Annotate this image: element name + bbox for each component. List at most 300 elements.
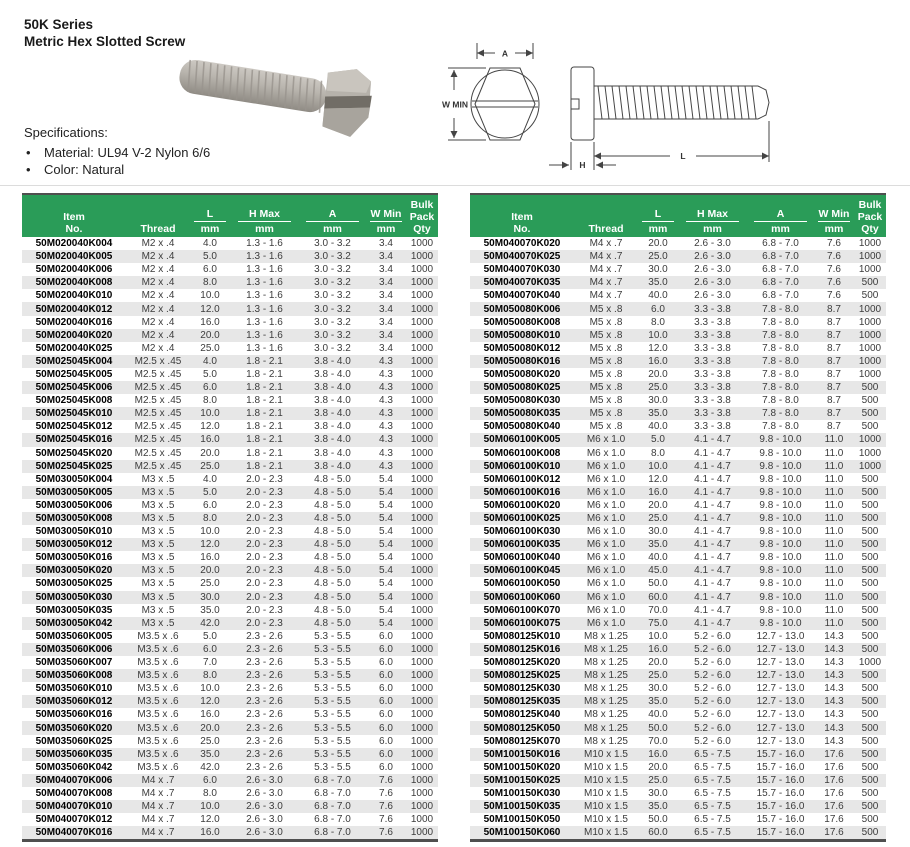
- col-header-w-min: W Min mm: [366, 194, 406, 237]
- cell-pack-qty: 1000: [858, 329, 882, 341]
- cell-item-no: 50M025045K010: [35, 408, 113, 420]
- table-row: [22, 695, 438, 708]
- cell-item-no: 50M035060K006: [35, 643, 113, 655]
- cell-item-no: 50M050080K040: [483, 421, 561, 433]
- cell-w-min: 5.4: [379, 486, 393, 498]
- col-header-l: L mm: [638, 194, 678, 237]
- cell-a-width: 15.7 - 16.0: [756, 787, 805, 799]
- cell-thread: M5 x .8: [589, 303, 623, 315]
- cell-w-min: 11.0: [824, 513, 844, 525]
- cell-a-width: 9.8 - 10.0: [759, 473, 802, 485]
- cell-item-no: 50M080125K016: [483, 643, 561, 655]
- cell-item-no: 50M030050K004: [35, 473, 113, 485]
- cell-h-max: 2.6 - 3.0: [694, 277, 731, 289]
- cell-length-l: 40.0: [648, 290, 668, 302]
- cell-h-max: 6.5 - 7.5: [694, 774, 731, 786]
- table-row: [22, 394, 438, 407]
- cell-a-width: 4.8 - 5.0: [314, 539, 351, 551]
- cell-item-no: 50M030050K012: [35, 539, 113, 551]
- cell-w-min: 6.0: [379, 735, 393, 747]
- cell-length-l: 35.0: [200, 748, 220, 760]
- cell-length-l: 8.0: [203, 670, 217, 682]
- cell-thread: M2 x .4: [141, 238, 175, 250]
- cell-a-width: 3.0 - 3.2: [314, 290, 351, 302]
- cell-a-width: 9.8 - 10.0: [759, 447, 802, 459]
- cell-thread: M8 x 1.25: [584, 670, 628, 682]
- cell-item-no: 50M030050K005: [35, 486, 113, 498]
- cell-pack-qty: 500: [861, 630, 879, 642]
- cell-a-width: 5.3 - 5.5: [314, 735, 351, 747]
- cell-length-l: 12.0: [648, 473, 668, 485]
- cell-item-no: 50M080125K020: [483, 657, 561, 669]
- cell-length-l: 10.0: [200, 801, 220, 813]
- cell-item-no: 50M080125K035: [483, 696, 561, 708]
- cell-item-no: 50M035060K008: [35, 670, 113, 682]
- table-row: [470, 289, 886, 302]
- cell-pack-qty: 500: [861, 382, 879, 394]
- cell-pack-qty: 1000: [410, 434, 434, 446]
- cell-thread: M6 x 1.0: [586, 434, 626, 446]
- table-row: [22, 748, 438, 761]
- cell-thread: M8 x 1.25: [584, 630, 628, 642]
- cell-w-min: 5.4: [379, 604, 393, 616]
- cell-thread: M2 x .4: [141, 251, 175, 263]
- cell-w-min: 3.4: [379, 251, 393, 263]
- table-row: [22, 512, 438, 525]
- cell-w-min: 11.0: [824, 617, 844, 629]
- cell-h-max: 4.1 - 4.7: [694, 447, 731, 459]
- col-header-h-max: H Max mm: [230, 194, 299, 237]
- cell-h-max: 2.3 - 2.6: [246, 709, 283, 721]
- cell-a-width: 12.7 - 13.0: [756, 683, 805, 695]
- table-row: [22, 826, 438, 841]
- cell-item-no: 50M040070K008: [35, 787, 113, 799]
- cell-a-width: 7.8 - 8.0: [762, 395, 799, 407]
- hex-head-outline: [475, 68, 535, 140]
- cell-w-min: 17.6: [824, 801, 844, 813]
- cell-a-width: 9.8 - 10.0: [759, 499, 802, 511]
- col-header-a: A mm: [747, 194, 814, 237]
- cell-h-max: 4.1 - 4.7: [694, 565, 731, 577]
- cell-item-no: 50M020040K008: [35, 277, 113, 289]
- cell-length-l: 60.0: [648, 827, 668, 839]
- cell-length-l: 4.0: [203, 238, 217, 250]
- cell-w-min: 11.0: [824, 447, 844, 459]
- cell-thread: M3 x .5: [141, 526, 175, 538]
- cell-h-max: 2.6 - 3.0: [246, 827, 283, 839]
- cell-h-max: 6.5 - 7.5: [694, 748, 731, 760]
- table-row: [22, 276, 438, 289]
- cell-a-width: 9.8 - 10.0: [759, 578, 802, 590]
- cell-a-width: 7.8 - 8.0: [762, 408, 799, 420]
- cell-pack-qty: 500: [861, 761, 879, 773]
- cell-item-no: 50M060100K005: [483, 434, 561, 446]
- cell-w-min: 6.0: [379, 761, 393, 773]
- cell-h-max: 2.3 - 2.6: [246, 630, 283, 642]
- cell-w-min: 3.4: [379, 264, 393, 276]
- table-row: [22, 525, 438, 538]
- cell-length-l: 25.0: [648, 513, 668, 525]
- cell-h-max: 3.3 - 3.8: [694, 382, 731, 394]
- cell-h-max: 1.8 - 2.1: [246, 447, 283, 459]
- cell-pack-qty: 1000: [410, 355, 434, 367]
- cell-item-no: 50M060100K070: [483, 604, 561, 616]
- screw-tip: [758, 86, 769, 119]
- cell-h-max: 3.3 - 3.8: [694, 342, 731, 354]
- cell-pack-qty: 1000: [410, 421, 434, 433]
- cell-h-max: 2.0 - 2.3: [246, 486, 283, 498]
- cell-pack-qty: 1000: [410, 552, 434, 564]
- cell-pack-qty: 1000: [858, 368, 882, 380]
- table-row: [470, 564, 886, 577]
- dimension-diagram: [438, 28, 898, 190]
- cell-item-no: 50M080125K030: [483, 683, 561, 695]
- cell-length-l: 25.0: [648, 670, 668, 682]
- cell-a-width: 3.8 - 4.0: [314, 382, 351, 394]
- cell-length-l: 20.0: [648, 657, 668, 669]
- table-row: [22, 735, 438, 748]
- cell-a-width: 9.8 - 10.0: [759, 526, 802, 538]
- cell-thread: M2.5 x .45: [134, 382, 182, 394]
- cell-thread: M4 x .7: [141, 814, 175, 826]
- cell-pack-qty: 1000: [410, 748, 434, 760]
- cell-w-min: 7.6: [379, 801, 393, 813]
- cell-h-max: 2.6 - 3.0: [694, 290, 731, 302]
- table-row: [470, 669, 886, 682]
- cell-pack-qty: 1000: [858, 264, 882, 276]
- cell-h-max: 2.6 - 3.0: [246, 774, 283, 786]
- cell-length-l: 35.0: [200, 604, 220, 616]
- cell-a-width: 7.8 - 8.0: [762, 368, 799, 380]
- cell-length-l: 10.0: [200, 526, 220, 538]
- cell-length-l: 50.0: [648, 814, 668, 826]
- col-header-qty: Bulk Pack Qty: [854, 194, 886, 237]
- cell-a-width: 12.7 - 13.0: [756, 657, 805, 669]
- cell-item-no: 50M060100K008: [483, 447, 561, 459]
- cell-a-width: 7.8 - 8.0: [762, 342, 799, 354]
- cell-thread: M6 x 1.0: [586, 486, 626, 498]
- dim-label-a: A: [501, 48, 509, 59]
- cell-item-no: 50M030050K030: [35, 591, 113, 603]
- cell-item-no: 50M040070K012: [35, 814, 113, 826]
- cell-length-l: 7.0: [203, 657, 217, 669]
- table-row: [22, 250, 438, 263]
- cell-pack-qty: 1000: [858, 251, 882, 263]
- cell-item-no: 50M100150K050: [483, 814, 561, 826]
- table-row: [22, 577, 438, 590]
- table-row: [22, 761, 438, 774]
- cell-w-min: 5.4: [379, 473, 393, 485]
- cell-thread: M6 x 1.0: [586, 578, 626, 590]
- cell-item-no: 50M100150K030: [483, 787, 561, 799]
- cell-w-min: 4.3: [379, 355, 393, 367]
- cell-pack-qty: 500: [861, 552, 879, 564]
- cell-item-no: 50M025045K016: [35, 434, 113, 446]
- table-row: [22, 551, 438, 564]
- cell-w-min: 3.4: [379, 277, 393, 289]
- cell-length-l: 12.0: [200, 303, 220, 315]
- cell-a-width: 6.8 - 7.0: [314, 801, 351, 813]
- cell-a-width: 9.8 - 10.0: [759, 460, 802, 472]
- cell-pack-qty: 500: [861, 748, 879, 760]
- cell-thread: M10 x 1.5: [584, 801, 628, 813]
- cell-item-no: 50M100150K035: [483, 801, 561, 813]
- cell-item-no: 50M050080K020: [483, 368, 561, 380]
- cell-h-max: 1.8 - 2.1: [246, 382, 283, 394]
- cell-pack-qty: 500: [861, 801, 879, 813]
- cell-h-max: 2.0 - 2.3: [246, 473, 283, 485]
- cell-length-l: 75.0: [648, 617, 668, 629]
- cell-item-no: 50M060100K025: [483, 513, 561, 525]
- cell-a-width: 5.3 - 5.5: [314, 709, 351, 721]
- cell-length-l: 30.0: [648, 787, 668, 799]
- cell-thread: M2 x .4: [141, 303, 175, 315]
- cell-w-min: 8.7: [827, 395, 841, 407]
- cell-h-max: 2.3 - 2.6: [246, 748, 283, 760]
- cell-pack-qty: 1000: [410, 565, 434, 577]
- cell-thread: M6 x 1.0: [586, 473, 626, 485]
- cell-thread: M3 x .5: [141, 552, 175, 564]
- cell-w-min: 6.0: [379, 722, 393, 734]
- cell-h-max: 1.8 - 2.1: [246, 395, 283, 407]
- cell-h-max: 4.1 - 4.7: [694, 552, 731, 564]
- cell-pack-qty: 1000: [410, 735, 434, 747]
- table-row: [470, 787, 886, 800]
- cell-length-l: 10.0: [648, 329, 668, 341]
- cell-h-max: 4.1 - 4.7: [694, 617, 731, 629]
- cell-length-l: 8.0: [651, 316, 665, 328]
- table-row: [470, 800, 886, 813]
- cell-a-width: 4.8 - 5.0: [314, 513, 351, 525]
- cell-thread: M3 x .5: [141, 513, 175, 525]
- cell-h-max: 2.3 - 2.6: [246, 761, 283, 773]
- cell-pack-qty: 500: [861, 670, 879, 682]
- cell-a-width: 12.7 - 13.0: [756, 630, 805, 642]
- cell-item-no: 50M025045K020: [35, 447, 113, 459]
- cell-pack-qty: 500: [861, 526, 879, 538]
- cell-a-width: 12.7 - 13.0: [756, 722, 805, 734]
- cell-item-no: 50M020040K005: [35, 251, 113, 263]
- cell-item-no: 50M060100K020: [483, 499, 561, 511]
- table-row: [470, 433, 886, 446]
- cell-w-min: 4.3: [379, 368, 393, 380]
- cell-a-width: 6.8 - 7.0: [314, 787, 351, 799]
- cell-item-no: 50M030050K025: [35, 578, 113, 590]
- table-row: [22, 263, 438, 276]
- cell-h-max: 6.5 - 7.5: [694, 761, 731, 773]
- cell-a-width: 9.8 - 10.0: [759, 539, 802, 551]
- cell-item-no: 50M050080K025: [483, 382, 561, 394]
- cell-a-width: 15.7 - 16.0: [756, 814, 805, 826]
- cell-thread: M10 x 1.5: [584, 827, 628, 839]
- table-row: [22, 682, 438, 695]
- cell-thread: M8 x 1.25: [584, 643, 628, 655]
- table-row: [22, 237, 438, 250]
- cell-h-max: 2.0 - 2.3: [246, 539, 283, 551]
- cell-h-max: 2.3 - 2.6: [246, 696, 283, 708]
- cell-item-no: 50M040070K016: [35, 827, 113, 839]
- cell-h-max: 3.3 - 3.8: [694, 368, 731, 380]
- cell-a-width: 4.8 - 5.0: [314, 617, 351, 629]
- cell-pack-qty: 1000: [410, 251, 434, 263]
- cell-thread: M6 x 1.0: [586, 617, 626, 629]
- cell-length-l: 25.0: [200, 342, 220, 354]
- cell-thread: M2.5 x .45: [134, 447, 182, 459]
- table-header-row: [470, 194, 886, 237]
- cell-length-l: 10.0: [200, 408, 220, 420]
- cell-thread: M3.5 x .6: [137, 735, 179, 747]
- cell-h-max: 3.3 - 3.8: [694, 421, 731, 433]
- cell-length-l: 10.0: [648, 630, 668, 642]
- cell-w-min: 11.0: [824, 552, 844, 564]
- table-row: [22, 368, 438, 381]
- cell-h-max: 4.1 - 4.7: [694, 513, 731, 525]
- table-row: [470, 591, 886, 604]
- cell-thread: M10 x 1.5: [584, 761, 628, 773]
- cell-pack-qty: 1000: [410, 513, 434, 525]
- cell-a-width: 3.8 - 4.0: [314, 368, 351, 380]
- cell-item-no: 50M020040K006: [35, 264, 113, 276]
- cell-h-max: 6.5 - 7.5: [694, 801, 731, 813]
- cell-thread: M8 x 1.25: [584, 683, 628, 695]
- cell-pack-qty: 1000: [858, 434, 882, 446]
- cell-w-min: 11.0: [824, 486, 844, 498]
- cell-h-max: 4.1 - 4.7: [694, 539, 731, 551]
- cell-pack-qty: 1000: [410, 539, 434, 551]
- cell-thread: M10 x 1.5: [584, 787, 628, 799]
- cell-item-no: 50M060100K016: [483, 486, 561, 498]
- table-row: [22, 433, 438, 446]
- cell-length-l: 6.0: [203, 264, 217, 276]
- cell-h-max: 5.2 - 6.0: [694, 683, 731, 695]
- cell-w-min: 4.3: [379, 460, 393, 472]
- cell-length-l: 16.0: [200, 434, 220, 446]
- head-side-outline: [571, 67, 594, 140]
- cell-length-l: 12.0: [200, 696, 220, 708]
- table-row: [22, 407, 438, 420]
- product-title: Metric Hex Slotted Screw: [24, 34, 186, 49]
- table-row: [470, 263, 886, 276]
- cell-a-width: 6.8 - 7.0: [762, 264, 799, 276]
- cell-thread: M2.5 x .45: [134, 355, 182, 367]
- table-row: [470, 394, 886, 407]
- dim-label-w-min: W MIN: [442, 99, 468, 110]
- table-row: [470, 774, 886, 787]
- cell-h-max: 1.3 - 1.6: [246, 342, 283, 354]
- cell-a-width: 15.7 - 16.0: [756, 761, 805, 773]
- cell-pack-qty: 1000: [410, 382, 434, 394]
- cell-pack-qty: 500: [861, 735, 879, 747]
- cell-length-l: 12.0: [200, 539, 220, 551]
- cell-thread: M2 x .4: [141, 342, 175, 354]
- cell-item-no: 50M030050K010: [35, 526, 113, 538]
- cell-thread: M3.5 x .6: [137, 761, 179, 773]
- cell-length-l: 5.0: [203, 368, 217, 380]
- cell-thread: M4 x .7: [141, 827, 175, 839]
- table-row: [470, 551, 886, 564]
- cell-h-max: 5.2 - 6.0: [694, 709, 731, 721]
- cell-thread: M5 x .8: [589, 316, 623, 328]
- table-row: [470, 302, 886, 315]
- cell-pack-qty: 1000: [410, 368, 434, 380]
- table-row: [22, 800, 438, 813]
- cell-length-l: 25.0: [200, 578, 220, 590]
- cell-pack-qty: 1000: [410, 761, 434, 773]
- cell-length-l: 50.0: [648, 722, 668, 734]
- cell-length-l: 16.0: [648, 748, 668, 760]
- cell-thread: M6 x 1.0: [586, 447, 626, 459]
- cell-a-width: 7.8 - 8.0: [762, 382, 799, 394]
- cell-h-max: 1.8 - 2.1: [246, 355, 283, 367]
- cell-a-width: 3.8 - 4.0: [314, 395, 351, 407]
- cell-w-min: 7.6: [827, 277, 841, 289]
- cell-w-min: 11.0: [824, 591, 844, 603]
- cell-pack-qty: 500: [861, 421, 879, 433]
- cell-thread: M6 x 1.0: [586, 604, 626, 616]
- table-row: [22, 669, 438, 682]
- cell-item-no: 50M080125K040: [483, 709, 561, 721]
- cell-w-min: 14.3: [824, 722, 844, 734]
- cell-thread: M3.5 x .6: [137, 696, 179, 708]
- cell-item-no: 50M040070K025: [483, 251, 561, 263]
- cell-w-min: 11.0: [824, 604, 844, 616]
- cell-h-max: 6.5 - 7.5: [694, 787, 731, 799]
- cell-pack-qty: 500: [861, 591, 879, 603]
- cell-w-min: 6.0: [379, 709, 393, 721]
- cell-h-max: 5.2 - 6.0: [694, 630, 731, 642]
- table-row: [470, 342, 886, 355]
- cell-h-max: 2.0 - 2.3: [246, 513, 283, 525]
- cell-pack-qty: 500: [861, 774, 879, 786]
- table-row: [470, 329, 886, 342]
- table-row: [470, 682, 886, 695]
- table-row: [22, 564, 438, 577]
- cell-item-no: 50M025045K005: [35, 368, 113, 380]
- cell-pack-qty: 1000: [858, 342, 882, 354]
- cell-a-width: 9.8 - 10.0: [759, 434, 802, 446]
- cell-pack-qty: 1000: [410, 814, 434, 826]
- cell-thread: M2.5 x .45: [134, 421, 182, 433]
- head-circle: [471, 70, 539, 138]
- cell-pack-qty: 1000: [410, 578, 434, 590]
- cell-item-no: 50M020040K004: [35, 238, 113, 250]
- cell-thread: M3 x .5: [141, 578, 175, 590]
- table-row: [22, 473, 438, 486]
- cell-h-max: 3.3 - 3.8: [694, 316, 731, 328]
- cell-pack-qty: 1000: [858, 657, 882, 669]
- cell-length-l: 25.0: [200, 735, 220, 747]
- cell-h-max: 2.0 - 2.3: [246, 617, 283, 629]
- table-row: [22, 447, 438, 460]
- cell-length-l: 8.0: [203, 787, 217, 799]
- cell-w-min: 3.4: [379, 238, 393, 250]
- cell-item-no: 50M020040K010: [35, 290, 113, 302]
- cell-item-no: 50M060100K075: [483, 617, 561, 629]
- cell-a-width: 3.0 - 3.2: [314, 277, 351, 289]
- cell-thread: M3.5 x .6: [137, 670, 179, 682]
- cell-pack-qty: 500: [861, 578, 879, 590]
- spec-table-right: [470, 193, 886, 842]
- cell-thread: M6 x 1.0: [586, 460, 626, 472]
- cell-length-l: 30.0: [648, 526, 668, 538]
- cell-pack-qty: 1000: [410, 499, 434, 511]
- cell-item-no: 50M050080K008: [483, 316, 561, 328]
- cell-w-min: 8.7: [827, 316, 841, 328]
- table-row: [22, 329, 438, 342]
- table-header-row: [22, 194, 438, 237]
- cell-a-width: 9.8 - 10.0: [759, 552, 802, 564]
- cell-h-max: 1.8 - 2.1: [246, 434, 283, 446]
